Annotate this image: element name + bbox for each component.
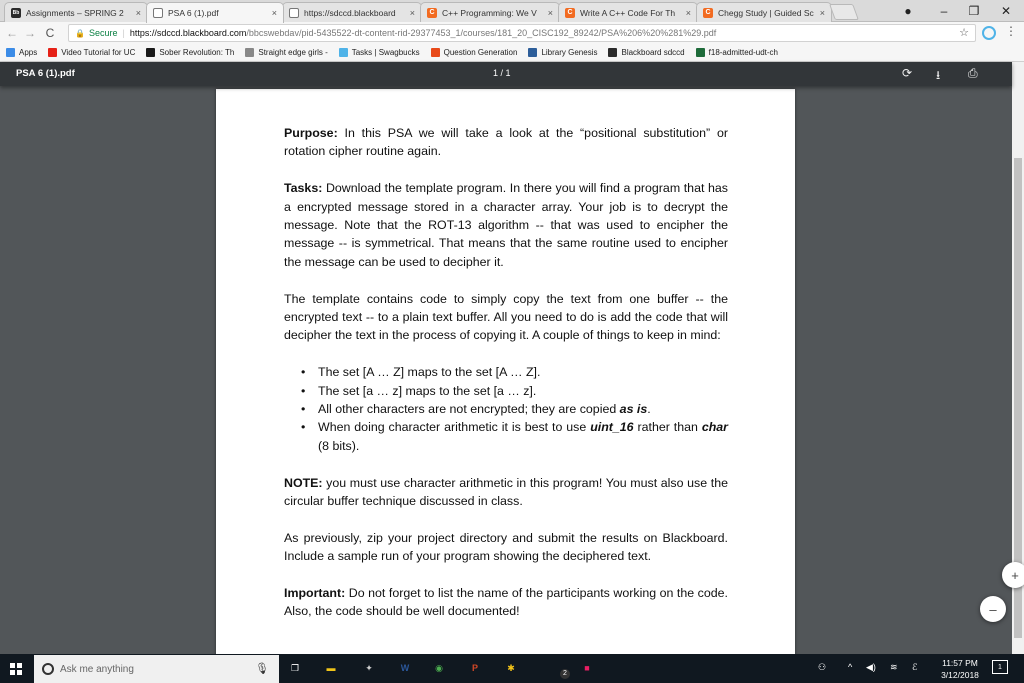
swagbucks-icon: [339, 48, 348, 57]
people-icon[interactable]: ⚇: [818, 662, 827, 672]
close-icon[interactable]: ×: [271, 8, 277, 18]
list-item: • The set [A … Z] maps to the set [A … Z].: [301, 363, 728, 381]
tab-title: Chegg Study | Guided Sc: [718, 7, 814, 18]
pdf-viewer[interactable]: [0, 86, 1012, 654]
bookmark-item[interactable]: [146, 48, 234, 57]
document-icon: [289, 8, 299, 18]
bullet-text: All other characters are not encrypted; they are copied: [318, 402, 620, 417]
bookmark-label: Blackboard sdccd: [621, 48, 685, 57]
purpose-text: In this PSA we will take a look at the “positional substitution” or rotation cipher routine again.: [284, 126, 728, 159]
tab-title: Write A C++ Code For Th: [580, 7, 676, 18]
chegg-icon: C: [565, 8, 575, 18]
taskbar: [0, 654, 1024, 683]
fit-page-button[interactable]: +: [1002, 562, 1024, 588]
microphone-icon[interactable]: 🎙: [255, 663, 269, 675]
note-label: NOTE:: [284, 475, 323, 490]
pdf-toolbar: [0, 62, 1012, 86]
powerpoint-icon[interactable]: P: [471, 663, 478, 673]
browser-toolbar: [0, 22, 1024, 44]
bookmark-label: f18-admitted-udt-ch: [708, 48, 779, 57]
app-icon[interactable]: ✦: [365, 662, 373, 673]
important-label: Important:: [284, 586, 346, 601]
udt-icon: [696, 48, 705, 57]
new-tab-button[interactable]: [829, 4, 859, 20]
tab-title: https://sdccd.blackboard: [304, 7, 396, 18]
template-paragraph: The template contains code to simply copy the text from one buffer -- the encrypted text -- to a plain text buffer. All you need to do is add the code that will decipher the text in the process of copying it. A couple of things to keep in mind:: [284, 291, 728, 343]
bookmark-item[interactable]: [696, 48, 778, 57]
pdf-page: [216, 89, 795, 654]
requirements-list: [301, 363, 728, 455]
sober-revolution-icon: [146, 48, 155, 57]
secure-label: Secure: [88, 28, 118, 38]
menu-icon[interactable]: ⋮: [1005, 24, 1017, 38]
library-icon: [528, 48, 537, 57]
page-indicator: 1 / 1: [493, 68, 511, 78]
clock-date: 3/12/2018: [941, 670, 979, 680]
extension-icon[interactable]: [982, 26, 996, 40]
question-icon: [431, 48, 440, 57]
bookmark-label: Apps: [19, 48, 38, 57]
important-text: Do not forget to list the name of the participants working on the code. Also, the code should be well documented!: [284, 586, 728, 619]
note-paragraph: [284, 474, 728, 511]
tab-chegg-study[interactable]: [696, 2, 832, 22]
bookmark-label: Sober Revolution: Th: [159, 48, 235, 57]
note-text: you must use character arithmetic in this program! You must also use the circular buffer technique discussed in class.: [284, 475, 728, 509]
close-window-button[interactable]: ✕: [1000, 4, 1012, 18]
print-icon[interactable]: ⎙: [968, 66, 978, 80]
word-icon[interactable]: W: [400, 663, 410, 673]
blackboard-icon: Bb: [12, 9, 20, 16]
zoom-out-button[interactable]: –: [980, 596, 1006, 622]
bullet-text: rather than: [633, 420, 702, 435]
chrome-icon[interactable]: ◉: [435, 662, 443, 673]
tab-title: C++ Programming: We V: [442, 7, 537, 18]
tab-assignments[interactable]: [4, 2, 148, 22]
bookmarks-bar: [0, 44, 1024, 62]
wifi-icon[interactable]: ≋: [890, 662, 898, 672]
bookmark-label: Video Tutorial for UC: [61, 48, 136, 57]
volume-icon[interactable]: ◀): [866, 662, 876, 672]
purpose-label: Purpose:: [284, 126, 338, 140]
tab-title: PSA 6 (1).pdf: [168, 8, 219, 18]
bullet-text: (8 bits).: [318, 438, 360, 453]
url-host: https://sdccd.blackboard.com: [129, 28, 247, 38]
bookmark-item[interactable]: [608, 48, 684, 57]
lock-icon: 🔒: [75, 28, 85, 38]
chegg-icon: C: [703, 8, 713, 18]
previously-paragraph: As previously, zip your project directory and submit the results on Blackboard. Include a sample run of your program showing the deciphered text.: [284, 530, 728, 564]
minimize-button[interactable]: –: [940, 4, 948, 18]
file-explorer-icon[interactable]: ▬: [326, 663, 336, 673]
rotate-icon[interactable]: ⟳: [902, 66, 913, 80]
download-icon[interactable]: ⭳: [936, 68, 941, 82]
list-item: [301, 418, 728, 455]
cortana-icon: [42, 663, 54, 675]
badge-count: 2: [560, 669, 570, 679]
bookmark-label: Question Generation: [443, 48, 518, 57]
close-icon[interactable]: ×: [547, 7, 553, 18]
document-icon: [153, 8, 163, 18]
bookmark-item[interactable]: [431, 48, 518, 57]
tab-cpp-programming[interactable]: [420, 2, 560, 22]
chegg-icon: C: [427, 8, 437, 18]
app-icon[interactable]: ✱: [507, 662, 515, 673]
clock[interactable]: [934, 657, 986, 681]
blackboard-icon: [608, 48, 617, 57]
bookmark-item[interactable]: [48, 48, 135, 57]
tasks-paragraph: [284, 179, 728, 271]
pdf-title: PSA 6 (1).pdf: [16, 68, 75, 79]
tab-blackboard-url[interactable]: [282, 2, 422, 22]
tab-title: Assignments – SPRING 2: [26, 7, 124, 18]
bookmark-item[interactable]: [339, 48, 420, 57]
bookmark-item[interactable]: [6, 48, 37, 57]
bullet-text: .: [647, 402, 651, 417]
address-bar[interactable]: [68, 24, 976, 42]
apps-icon: [6, 48, 15, 57]
reload-button[interactable]: C: [45, 26, 55, 40]
bookmark-label: Tasks | Swagbucks: [351, 48, 420, 57]
bullet-text: When doing character arithmetic it is best to use: [318, 420, 591, 435]
app-icon[interactable]: ■: [584, 663, 590, 673]
emphasis: uint_16: [590, 420, 634, 435]
bookmark-star-icon[interactable]: ☆: [959, 27, 969, 39]
tasks-text: Download the template program. In there you will find a program that has a encrypted message stored in a character array. Your job is to decrypt the message. Note that the ROT-13 algorithm -- that was used to encipher the message -- is symmetrical. That means that the same routine used to encipher the message can be used to decipher it.: [284, 181, 728, 269]
list-item: [301, 400, 728, 418]
tab-strip: [0, 0, 1024, 22]
taskbar-search[interactable]: [34, 655, 279, 683]
youtube-icon: [48, 48, 57, 57]
bookmark-label: Straight edge girls -: [258, 48, 328, 57]
forward-button[interactable]: →: [24, 26, 36, 40]
url-path: /bbcswebdav/pid-5435522-dt-content-rid-29377453_1/courses/181_20_CISC192_89242/PSA%206%20%281%29.pdf: [246, 28, 717, 38]
close-icon[interactable]: ×: [685, 7, 691, 18]
tab-pdf[interactable]: [146, 2, 284, 23]
windows-start-icon[interactable]: [10, 663, 22, 675]
show-hidden-icons[interactable]: ^: [848, 662, 853, 672]
emphasis: char: [701, 420, 729, 435]
account-icon[interactable]: ●: [904, 4, 912, 18]
list-item: • The set [a … z] maps to the set [a … z].: [301, 382, 728, 400]
restore-button[interactable]: ❐: [968, 4, 980, 18]
bookmark-item[interactable]: [528, 48, 597, 57]
close-icon[interactable]: ×: [135, 7, 141, 18]
separator: |: [122, 28, 125, 38]
emphasis: as is: [619, 402, 648, 417]
tab-write-cpp[interactable]: [558, 2, 698, 22]
tasks-label: Tasks:: [284, 181, 323, 196]
important-paragraph: [284, 584, 728, 621]
notification-icon[interactable]: 1: [992, 660, 1008, 674]
search-placeholder: Ask me anything: [60, 663, 134, 675]
purpose-paragraph: [284, 124, 728, 161]
document-text: [284, 124, 728, 639]
bookmark-label: Library Genesis: [541, 48, 598, 57]
bookmark-item[interactable]: [245, 48, 327, 57]
document-icon: [245, 48, 254, 57]
task-view-icon[interactable]: ❐: [290, 662, 300, 673]
close-icon[interactable]: ×: [409, 7, 415, 18]
network-icon[interactable]: ℰ: [912, 662, 918, 672]
close-icon[interactable]: ×: [819, 7, 825, 18]
back-button[interactable]: ←: [6, 26, 18, 40]
clock-time: 11:57 PM: [942, 658, 978, 668]
